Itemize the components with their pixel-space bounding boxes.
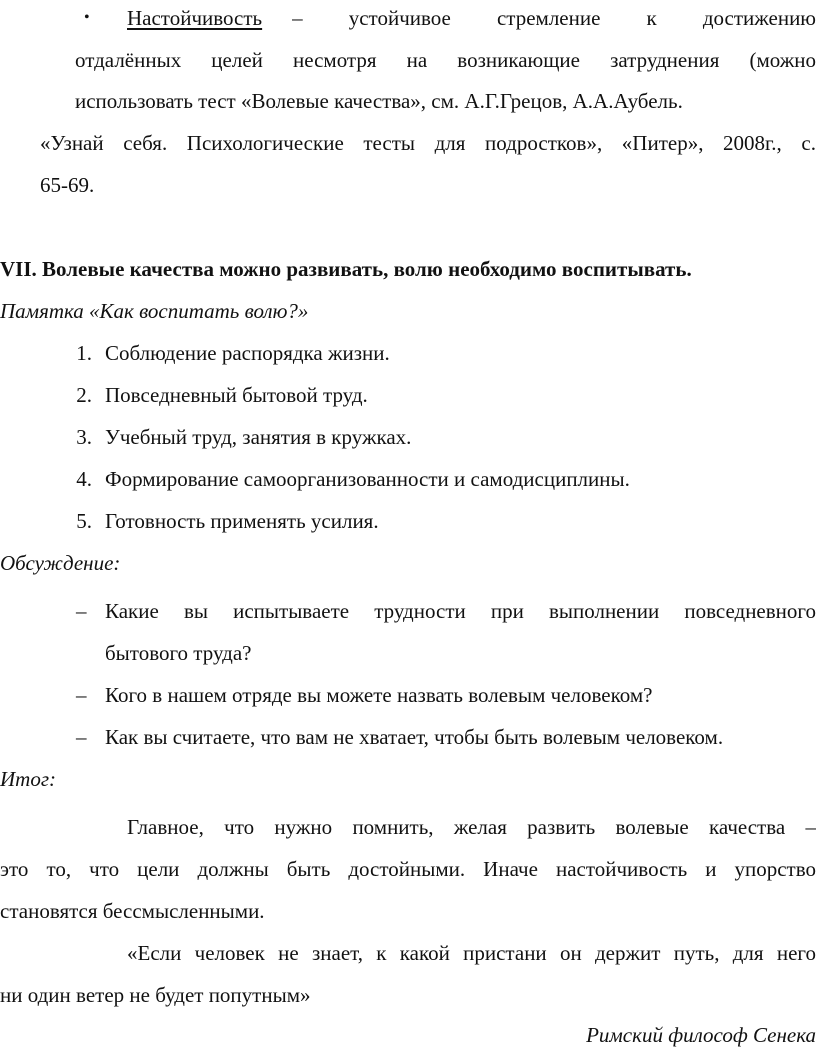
quote-attribution: Римский философ Сенека (586, 1023, 816, 1047)
memo-title: Памятка «Как воспитать волю?» (0, 299, 309, 323)
result-paragraph-line-1: Главное, что нужно помнить, желая развить волевые качества – (127, 815, 816, 839)
list-item: Повседневный бытовой труд. (105, 383, 368, 407)
discussion-question-2: Кого в нашем отряде вы можете назвать волевым человеком? (105, 683, 653, 707)
definition-line-3: использовать тест «Волевые качества», см. А.Г.Грецов, А.А.Аубель. (75, 89, 683, 113)
quote-line-1: «Если человек не знает, к какой пристани он держит путь, для него (127, 941, 816, 965)
result-paragraph-line-2: это то, что цели должны быть достойными. Иначе настойчивость и упорство (0, 857, 816, 881)
discussion-question-1-cont: бытового труда? (105, 641, 252, 665)
quote-line-2: ни один ветер не будет попутным» (0, 983, 311, 1007)
definition-line-4: «Узнай себя. Психологические тесты для подростков», «Питер», 2008г., с. (40, 131, 816, 155)
definition-line-5: 65-69. (40, 173, 95, 197)
result-title: Итог: (0, 767, 57, 791)
term-persistence: Настойчивость (127, 6, 263, 30)
term-definition-start: – устойчивое стремление к достижению (292, 6, 816, 30)
dash-icon: – (76, 725, 87, 749)
list-item-number: 2. (76, 383, 92, 407)
dash-icon: – (76, 599, 87, 623)
term-line (127, 8, 816, 29)
list-item-number: 5. (76, 509, 92, 533)
list-item: Готовность применять усилия. (105, 509, 379, 533)
list-item-number: 3. (76, 425, 92, 449)
discussion-question-3: Как вы считаете, что вам не хватает, чтобы быть волевым человеком. (105, 727, 724, 748)
definition-line-2: отдалённых целей несмотря на возникающие затруднения (можно (75, 48, 816, 72)
list-item-number: 1. (76, 341, 92, 365)
discussion-question-1: Какие вы испытываете трудности при выполнении повседневного (105, 599, 816, 623)
list-item: Учебный труд, занятия в кружках. (105, 425, 412, 449)
discussion-title: Обсуждение: (0, 551, 121, 575)
list-item: Соблюдение распорядка жизни. (105, 341, 390, 365)
list-item: Формирование самоорганизованности и самодисциплины. (105, 467, 630, 491)
bullet-icon: • (84, 9, 90, 26)
dash-icon: – (76, 683, 87, 707)
section-heading: VII. Волевые качества можно развивать, волю необходимо воспитывать. (0, 257, 692, 281)
list-item-number: 4. (76, 467, 92, 491)
result-paragraph-line-3: становятся бессмысленными. (0, 899, 265, 923)
